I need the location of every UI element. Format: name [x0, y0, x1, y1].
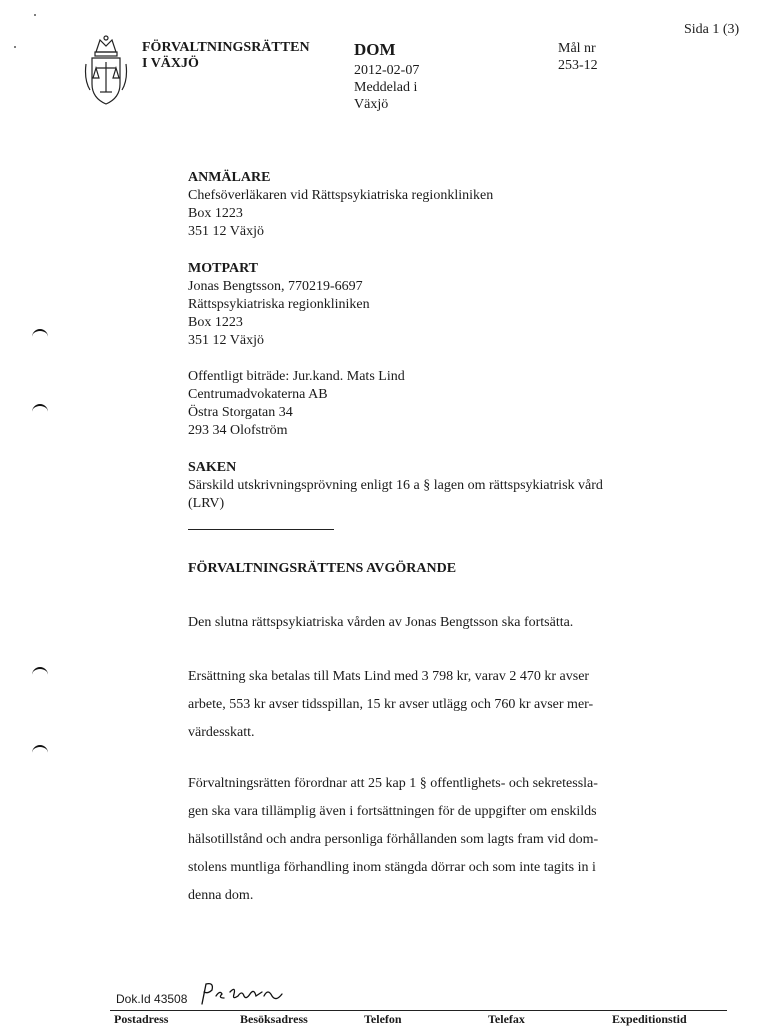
- footer-label-fax: Telefax: [488, 1012, 525, 1026]
- matter-line: (LRV): [188, 496, 225, 511]
- court-name-line: I VÄXJÖ: [142, 56, 199, 71]
- section-heading: MOTPART: [188, 261, 259, 276]
- footer-rule: [110, 1010, 727, 1011]
- address-line: Offentligt biträde: Jur.kand. Mats Lind: [188, 369, 405, 384]
- handwritten-signature-icon: [196, 978, 286, 1008]
- paragraph-line: hälsotillstånd och andra personliga förhållanden som lagts fram vid dom-: [188, 832, 599, 847]
- applicant-section: [188, 169, 493, 241]
- punch-hole-mark: [32, 667, 48, 677]
- footer-label-phone: Telefon: [364, 1012, 402, 1026]
- paragraph-line: Den slutna rättspsykiatriska vården av Jonas Bengtsson ska fortsätta.: [188, 615, 574, 630]
- footer-label-postal: Postadress: [114, 1012, 169, 1026]
- document-id: Dok.Id 43508: [116, 992, 188, 1006]
- court-name: [142, 40, 310, 72]
- case-number-label: Mål nr: [558, 41, 596, 56]
- paragraph-line: Ersättning ska betalas till Mats Lind med 3 798 kr, varav 2 470 kr avser: [188, 669, 590, 684]
- paragraph-line: stolens muntliga förhandling inom stängda dörrar och som inte tagits in i: [188, 860, 596, 875]
- communicated-label: Meddelad i: [354, 80, 418, 95]
- document-meta: [354, 62, 419, 113]
- address-line: 351 12 Växjö: [188, 333, 264, 348]
- address-line: 351 12 Växjö: [188, 224, 264, 239]
- paragraph-line: Förvaltningsrätten förordnar att 25 kap 1 § offentlighets- och sekretessla-: [188, 776, 598, 791]
- court-name-line: FÖRVALTNINGSRÄTTEN: [142, 40, 310, 55]
- document-type: DOM: [354, 40, 396, 59]
- counsel-section: [188, 368, 405, 440]
- punch-hole-mark: [32, 329, 48, 339]
- decision-paragraph: [188, 663, 648, 747]
- section-heading: ANMÄLARE: [188, 170, 271, 185]
- decision-heading: FÖRVALTNINGSRÄTTENS AVGÖRANDE: [188, 561, 457, 576]
- matter-section: [188, 459, 603, 513]
- footer-label-hours: Expeditionstid: [612, 1012, 687, 1026]
- paragraph-line: denna dom.: [188, 888, 254, 903]
- court-coat-of-arms-icon: [84, 34, 128, 106]
- scan-speck: [34, 14, 36, 16]
- address-line: Jonas Bengtsson, 770219-6697: [188, 279, 363, 294]
- case-number: 253-12: [558, 58, 598, 73]
- decision-paragraph: [188, 609, 648, 637]
- paragraph-line: värdesskatt.: [188, 725, 255, 740]
- address-line: Östra Storgatan 34: [188, 405, 293, 420]
- decision-paragraph: [188, 770, 648, 910]
- section-heading: SAKEN: [188, 460, 237, 475]
- address-line: Centrumadvokaterna AB: [188, 387, 328, 402]
- address-line: Box 1223: [188, 315, 243, 330]
- document-date: 2012-02-07: [354, 63, 420, 78]
- communicated-place: Växjö: [354, 97, 389, 112]
- address-line: Rättspsykiatriska regionkliniken: [188, 297, 370, 312]
- paragraph-line: gen ska vara tillämplig även i fortsättningen för de uppgifter om enskilds: [188, 804, 597, 819]
- footer-label-visiting: Besöksadress: [240, 1012, 308, 1026]
- punch-hole-mark: [32, 745, 48, 755]
- case-number-block: [558, 40, 598, 74]
- address-line: Chefsöverläkaren vid Rättspsykiatriska regionkliniken: [188, 188, 494, 203]
- scan-speck: [14, 46, 16, 48]
- section-divider: [188, 529, 334, 530]
- address-line: Box 1223: [188, 206, 243, 221]
- matter-line: Särskild utskrivningsprövning enligt 16 a § lagen om rättspsykiatrisk vård: [188, 478, 603, 493]
- address-line: 293 34 Olofström: [188, 423, 288, 438]
- punch-hole-mark: [32, 404, 48, 414]
- page-number: Sida 1 (3): [684, 22, 740, 37]
- counterparty-section: [188, 260, 370, 350]
- paragraph-line: arbete, 553 kr avser tidsspillan, 15 kr avser utlägg och 760 kr avser mer-: [188, 697, 594, 712]
